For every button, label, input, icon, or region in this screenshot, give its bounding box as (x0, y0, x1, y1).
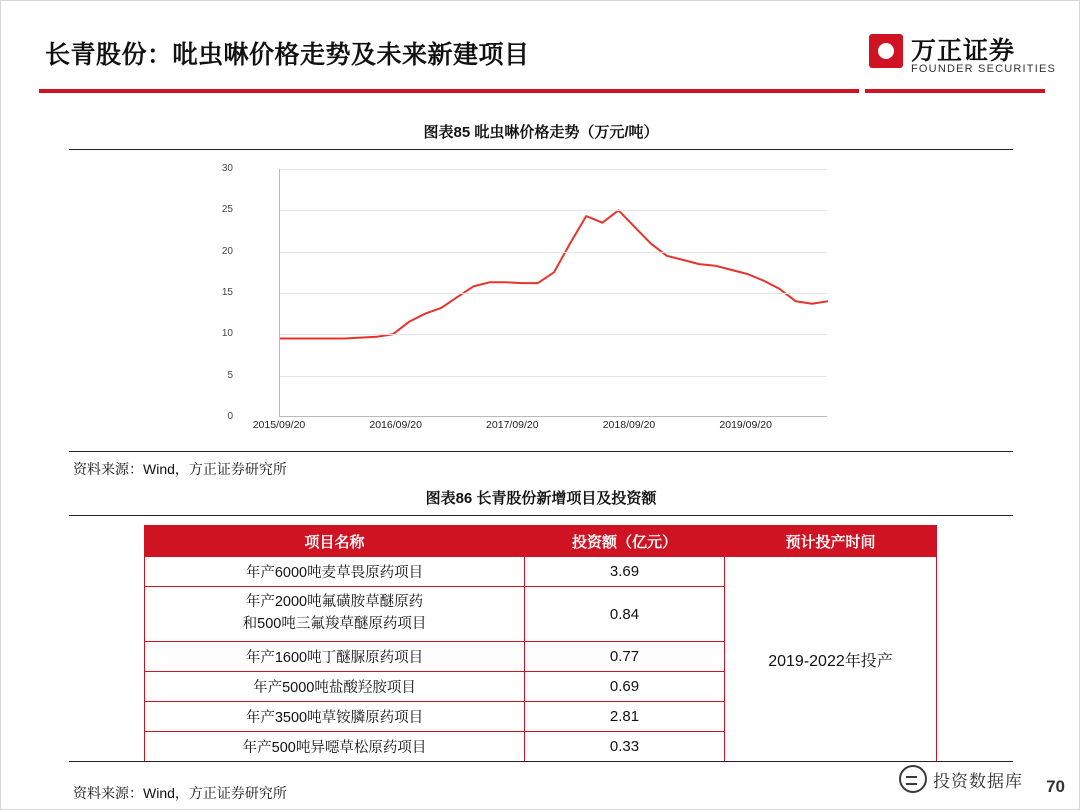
project-amount: 0.77 (525, 642, 725, 672)
chart-axes (221, 161, 839, 431)
chart-y-tick-label: 15 (221, 287, 233, 298)
project-name (145, 587, 525, 642)
figure86-bottom-rule (69, 761, 1013, 762)
project-amount: 3.69 (525, 557, 725, 587)
header-divider-right (865, 89, 1045, 93)
column-header-period: 预计投产时间 (725, 526, 937, 557)
price-trend-chart (221, 161, 839, 431)
page-title: 长青股份：吡虫啉价格走势及未来新建项目 (45, 41, 530, 69)
figure86-top-rule (69, 515, 1013, 516)
chart-y-tick-label: 20 (221, 245, 233, 257)
figure85-bottom-rule (69, 451, 1013, 452)
table-header-row (145, 526, 937, 557)
figure86-source: 资料来源：Wind，方正证券研究所 (73, 785, 287, 801)
chart-x-tick-label: 2017/09/20 (486, 419, 539, 431)
project-amount: 2.81 (525, 702, 725, 732)
projects-table (144, 525, 937, 762)
logo-name-en: FOUNDER SECURITIES (911, 63, 1057, 75)
logo-mark-icon (869, 34, 903, 68)
project-amount: 0.84 (525, 587, 725, 642)
table-row (145, 557, 937, 587)
chart-x-tick-label: 2015/09/20 (252, 419, 306, 431)
project-period: 2019-2022年投产 (725, 557, 937, 762)
column-header-name: 项目名称 (145, 526, 525, 557)
project-name-line1: 年产2000吨氟磺胺草醚原药 (245, 594, 424, 611)
column-header-amount: 投资额（亿元） (525, 526, 725, 557)
figure85-top-rule (69, 149, 1013, 150)
company-logo (869, 31, 1057, 83)
project-amount: 0.33 (525, 732, 725, 762)
project-name: 年产5000吨盐酸羟胺项目 (145, 672, 525, 702)
chart-y-tick-label: 0 (227, 411, 233, 422)
chart-x-tick-label: 2016/09/20 (369, 419, 422, 431)
project-amount: 0.69 (525, 672, 725, 702)
header-divider-left (39, 89, 859, 93)
watermark (899, 765, 1023, 793)
watermark-text: 投资数据库 (933, 771, 1023, 792)
watermark-logo-icon (899, 765, 927, 793)
slide-header (1, 1, 1080, 93)
figure85-source: 资料来源：Wind，方正证券研究所 (73, 461, 287, 477)
chart-y-tick-label: 25 (221, 204, 233, 216)
project-name: 年产6000吨麦草畏原药项目 (145, 557, 525, 587)
figure86-title: 图表86 长青股份新增项目及投资额 (425, 490, 657, 507)
project-name: 年产1600吨丁醚脲原药项目 (145, 642, 525, 672)
chart-y-tick-label: 5 (227, 369, 233, 381)
chart-x-tick-label: 2018/09/20 (602, 419, 656, 431)
chart-y-tick-label: 10 (221, 328, 233, 340)
project-name-line2: 和500吨三氟羧草醚原药项目 (242, 616, 427, 632)
project-name: 年产3500吨草铵膦原药项目 (145, 702, 525, 732)
figure85-title: 图表85 吡虫啉价格走势（万元/吨） (423, 124, 659, 141)
project-name: 年产500吨异噁草松原药项目 (145, 732, 525, 762)
chart-y-tick-label: 30 (221, 163, 233, 174)
chart-x-tick-label: 2019/09/20 (719, 419, 772, 431)
logo-name-cn: 万正证券 (911, 37, 1016, 65)
page-number: 70 (1046, 777, 1065, 796)
